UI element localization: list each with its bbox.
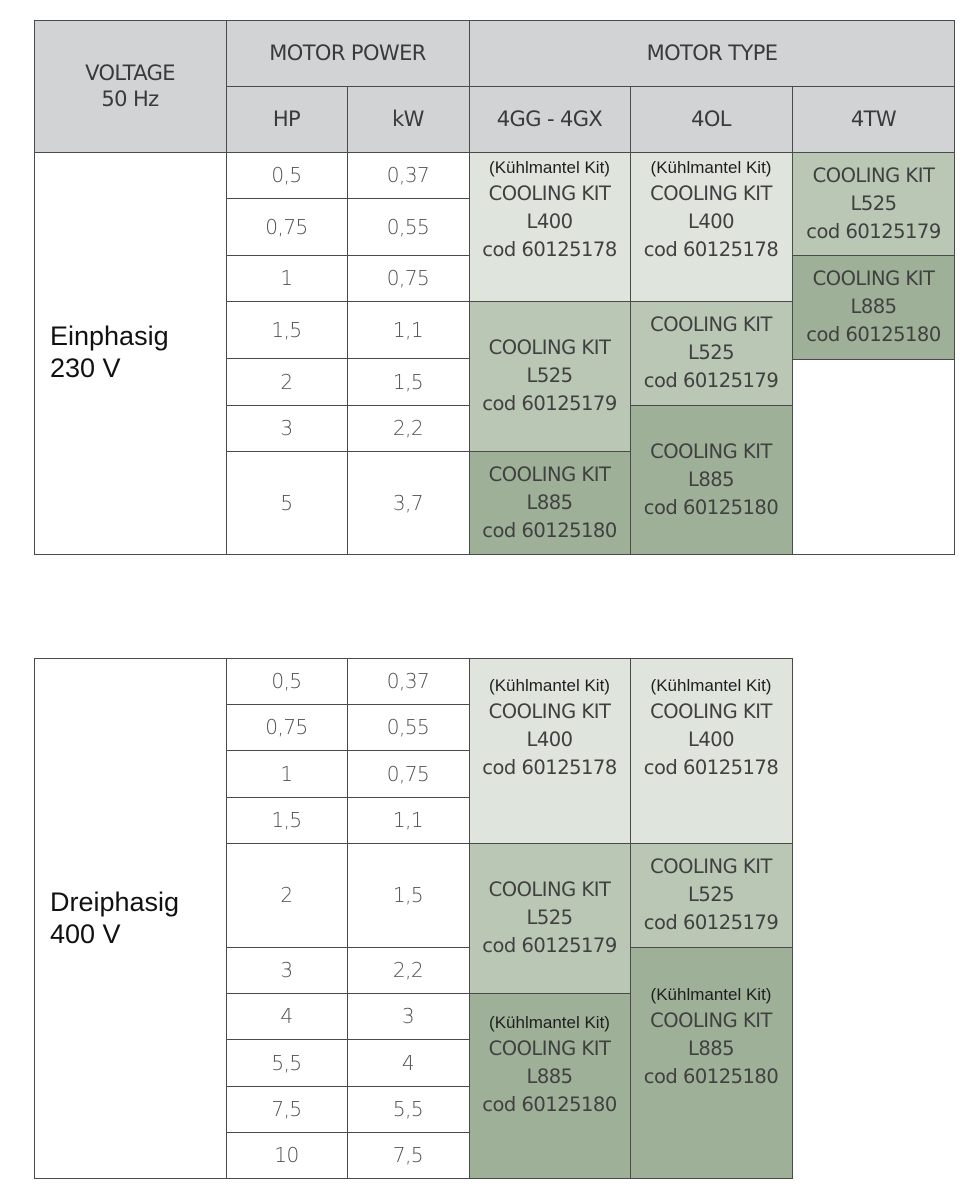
type-4ol-header: 4OL	[630, 86, 792, 152]
table-cell-kw: 1,5	[392, 369, 424, 394]
kit-code: cod 60125180	[806, 323, 941, 346]
table-cell-kw: 4	[401, 1050, 415, 1075]
phase-voltage: 400 V	[50, 919, 121, 949]
table-cell-kw: 3	[401, 1004, 415, 1028]
kit-name: COOLING KIT	[650, 855, 772, 878]
kit-model: L885	[687, 1037, 735, 1060]
kit-model: L885	[526, 1065, 573, 1088]
kit-model: L400	[526, 210, 573, 233]
kit-german-label: (Kühlmantel Kit)	[650, 985, 772, 1004]
table-cell-kw: 5,5	[392, 1097, 424, 1121]
kit-model: L400	[687, 728, 735, 751]
kit-german-label: (Kühlmantel Kit)	[650, 158, 772, 177]
kit-model: L525	[687, 883, 735, 906]
phase-voltage: 230 V	[50, 353, 121, 383]
kit-code: cod 60125178	[643, 756, 779, 779]
table-cell-kw: 0,55	[386, 214, 430, 239]
kit-name: COOLING KIT	[488, 336, 611, 359]
kit-model: L885	[687, 467, 735, 491]
kit-name: COOLING KIT	[488, 182, 611, 205]
table-cell-hp: 0,5	[271, 163, 302, 187]
kit-code: cod 60125180	[643, 495, 779, 519]
kit-name: COOLING KIT	[650, 1009, 772, 1032]
voltage-header-hz: 50 Hz	[101, 87, 159, 111]
phase-name: Einphasig	[50, 321, 169, 351]
kit-code: cod 60125179	[806, 219, 941, 243]
kit-code: cod 60125178	[482, 756, 617, 779]
kit-name: COOLING KIT	[488, 878, 611, 901]
hp-column-header: HP	[226, 86, 347, 152]
kit-code: cod 60125178	[643, 238, 779, 261]
table-cell-kw: 0,75	[386, 266, 430, 290]
kit-name: COOLING KIT	[812, 163, 935, 187]
type-4gg-header: 4GG - 4GX	[469, 86, 630, 152]
kit-name: COOLING KIT	[812, 267, 935, 290]
kit-model: L525	[687, 341, 735, 364]
table-cell-hp: 0,5	[271, 669, 302, 693]
table-cell-kw: 3,7	[392, 490, 424, 515]
table-cell-kw: 0,55	[386, 715, 430, 739]
kit-model: L400	[526, 728, 573, 751]
table-cell-kw: 1,1	[392, 808, 424, 832]
kit-model: L525	[526, 906, 573, 929]
kit-model: L885	[526, 490, 573, 514]
kit-model: L885	[850, 295, 897, 318]
table-cell-hp: 7,5	[271, 1097, 302, 1121]
kit-model: L525	[526, 364, 573, 387]
table-cell-hp: 2	[280, 369, 293, 394]
kit-name: COOLING KIT	[488, 462, 611, 486]
kit-name: COOLING KIT	[650, 182, 772, 205]
motor-type-header: MOTOR TYPE	[469, 20, 955, 86]
table-cell-hp: 5,5	[271, 1050, 302, 1075]
table-cell-hp: 3	[280, 416, 293, 440]
phase-name: Dreiphasig	[50, 887, 180, 917]
kit-code: cod 60125179	[482, 392, 617, 415]
kit-code: cod 60125178	[482, 238, 617, 261]
kit-name: COOLING KIT	[650, 313, 772, 336]
kw-column-header: kW	[347, 86, 469, 152]
table-cell-kw: 1,1	[392, 317, 424, 342]
kit-name: COOLING KIT	[650, 439, 772, 463]
kit-german-label: (Kühlmantel Kit)	[489, 158, 610, 177]
voltage-header-label: VOLTAGE	[85, 61, 175, 85]
table-cell-hp: 2	[280, 883, 293, 907]
table-cell-hp: 1	[280, 266, 293, 290]
table-cell-kw: 0,37	[386, 163, 430, 187]
kit-name: COOLING KIT	[488, 1037, 611, 1060]
kit-german-label: (Kühlmantel Kit)	[489, 676, 610, 695]
kit-name: COOLING KIT	[650, 700, 772, 723]
table-cell-hp: 1,5	[271, 317, 302, 342]
kit-code: cod 60125180	[643, 1065, 779, 1088]
table-cell-kw: 0,37	[386, 669, 430, 693]
kit-code: cod 60125179	[643, 911, 779, 934]
table-cell-kw: 7,5	[392, 1143, 424, 1167]
table-cell-kw: 1,5	[392, 883, 424, 907]
kit-code: cod 60125180	[482, 1093, 617, 1116]
table-cell-hp: 1	[280, 761, 293, 786]
kit-german-label: (Kühlmantel Kit)	[650, 676, 772, 695]
table-cell-hp: 1,5	[271, 808, 302, 832]
table-cell-hp: 0,75	[265, 214, 308, 239]
kit-code: cod 60125179	[643, 369, 779, 392]
table-cell-kw: 2,2	[392, 958, 424, 982]
kit-name: COOLING KIT	[488, 700, 611, 723]
kit-model: L400	[687, 210, 735, 233]
three-phase-table	[34, 658, 793, 1179]
table-cell-hp: 10	[274, 1143, 299, 1167]
table-cell-kw: 0,75	[386, 761, 430, 786]
kit-german-label: (Kühlmantel Kit)	[489, 1013, 610, 1032]
kit-code: cod 60125180	[482, 518, 617, 542]
table-cell-hp: 0,75	[265, 715, 308, 739]
table-cell-hp: 4	[280, 1004, 293, 1028]
table-cell-hp: 3	[280, 958, 293, 982]
kit-code: cod 60125179	[482, 934, 617, 957]
kit-model: L525	[850, 191, 897, 215]
single-phase-table	[34, 20, 955, 555]
table-cell-kw: 2,2	[392, 416, 424, 440]
table-cell-hp: 5	[280, 490, 293, 515]
type-4tw-header: 4TW	[792, 86, 955, 152]
motor-power-header: MOTOR POWER	[226, 20, 469, 86]
